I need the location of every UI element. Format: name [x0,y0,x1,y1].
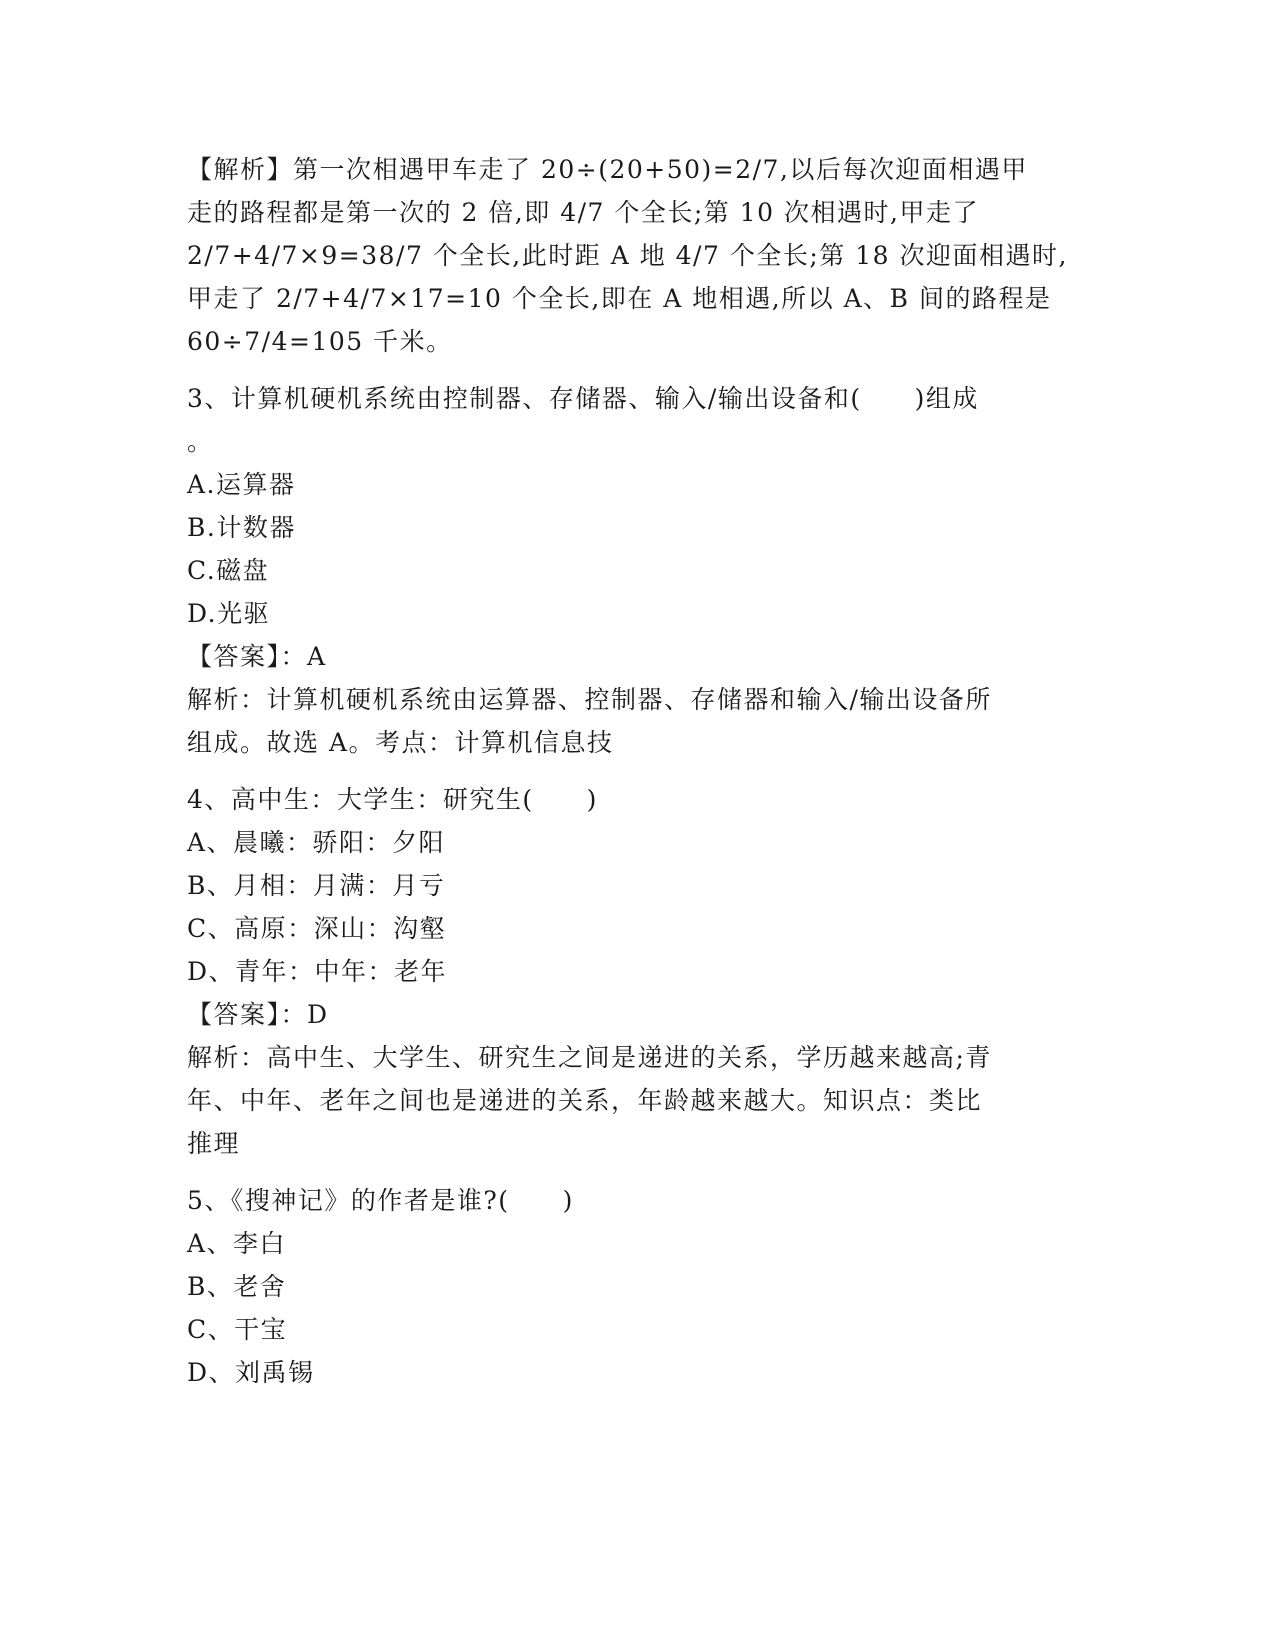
question-4 [187,778,1087,1165]
question-3 [187,377,1087,764]
option-c: C、干宝 [187,1315,288,1344]
analysis-line: 解析：计算机硬机系统由运算器、控制器、存储器和输入/输出设备所 [187,685,992,714]
question-stem: 。 [187,427,214,456]
text-line: 2/7+4/7×9=38/7 个全长,此时距 A 地 4/7 个全长;第 18 次迎面相遇时, [187,241,1068,270]
option-b: B、月相：月满：月亏 [187,871,446,900]
option-d: D、青年：中年：老年 [187,957,448,986]
option-b: B.计数器 [187,513,296,542]
option-b: B、老舍 [187,1272,287,1301]
document-content [187,148,1087,1394]
question-stem: 3、计算机硬机系统由控制器、存储器、输入/输出设备和( )组成 [187,384,979,413]
text-line: 甲走了 2/7+4/7×17=10 个全长,即在 A 地相遇,所以 A、B 间的路程是 [187,284,1052,313]
analysis-line: 解析：高中生、大学生、研究生之间是递进的关系，学历越来越高;青 [187,1043,992,1072]
question-stem: 4、高中生：大学生：研究生( ) [187,785,598,814]
option-a: A.运算器 [187,470,296,499]
answer-line: 【答案】：D [187,1000,329,1029]
option-d: D.光驱 [187,599,271,628]
option-a: A、晨曦：骄阳：夕阳 [187,828,446,857]
option-d: D、刘禹锡 [187,1358,315,1387]
analysis-line: 推理 [187,1129,241,1158]
text-line: 走的路程都是第一次的 2 倍,即 4/7 个全长;第 10 次相遇时,甲走了 [187,198,979,227]
question-5 [187,1179,1087,1394]
option-a: A、李白 [187,1229,287,1258]
option-c: C.磁盘 [187,556,270,585]
question-stem: 5、《搜神记》的作者是谁?( ) [187,1186,574,1215]
option-c: C、高原：深山：沟壑 [187,914,447,943]
text-line: 60÷7/4=105 千米。 [187,327,453,356]
analysis-line: 组成。故选 A。考点：计算机信息技 [187,728,614,757]
analysis-block-prev [187,148,1087,363]
analysis-line: 年、中年、老年之间也是递进的关系，年龄越来越大。知识点：类比 [187,1086,983,1115]
text-line: 【解析】第一次相遇甲车走了 20÷(20+50)=2/7,以后每次迎面相遇甲 [187,155,1028,184]
answer-line: 【答案】：A [187,642,327,671]
